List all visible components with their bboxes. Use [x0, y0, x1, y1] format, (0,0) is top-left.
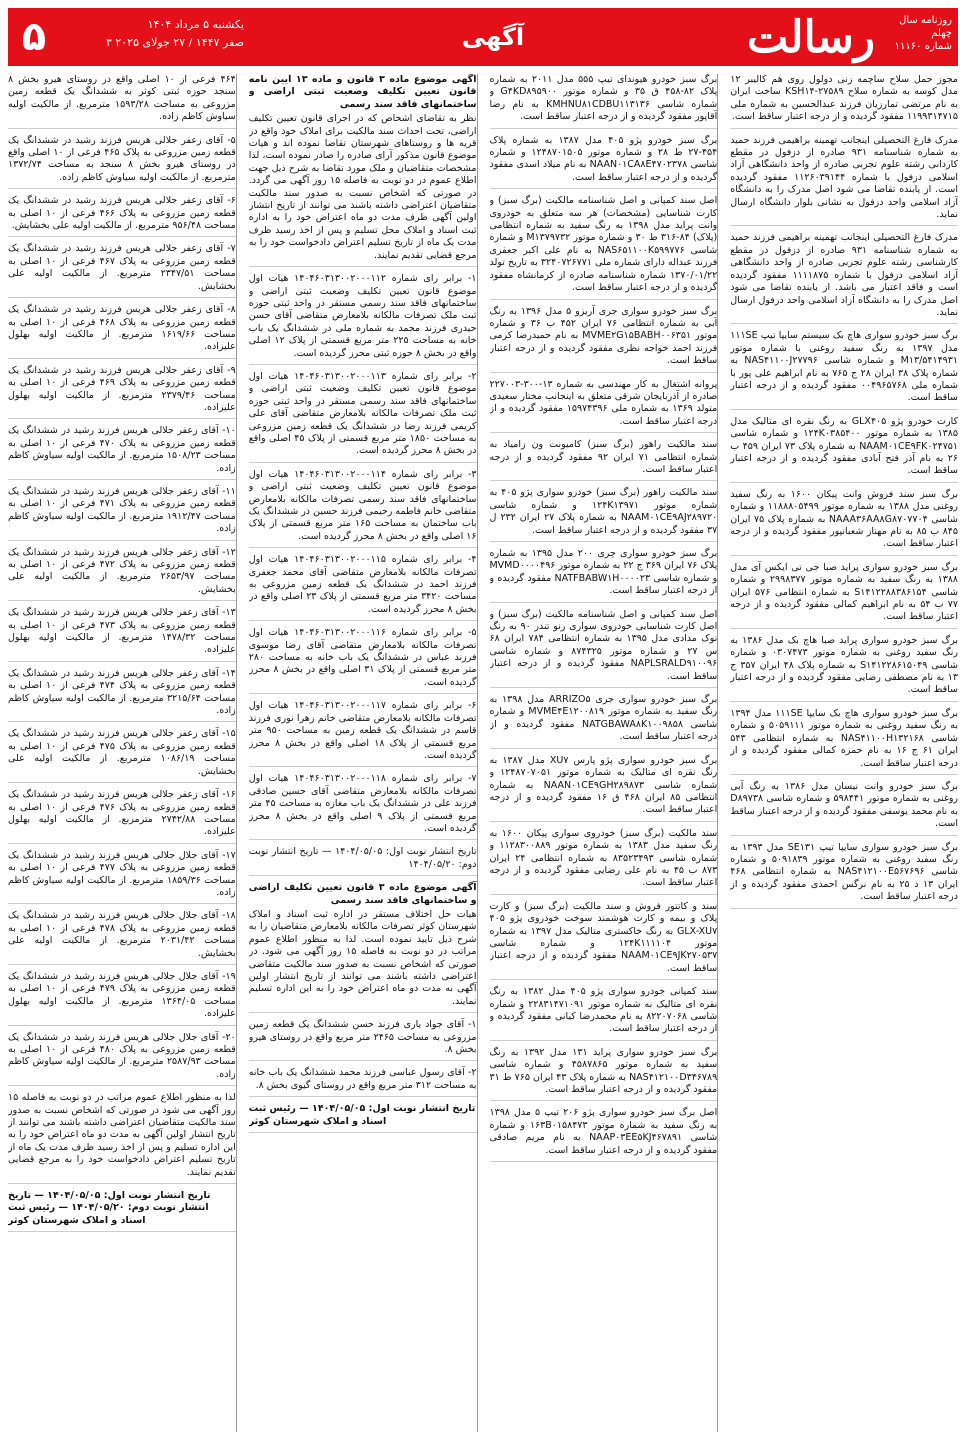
ad-text: ۱۲- آقای زعفر جلالی هریس فرزند رشید در ششدانگ یک قطعه زمین مزروعی به پلاک ۴۷۲ فرعی از ۱۰ اصلی به مساحت ۲۶۵۳/۹۷ مترمربع. از مالکیت اولیه علی بخشایش.: [8, 546, 236, 595]
page-number: ۵: [21, 14, 47, 60]
classified-ad: [730, 562, 958, 629]
ad-text: برگ سبز خودرو سواری پراید صبا جی تی ایکس آی مدل ۱۳۸۸ به رنگ سفید به شماره موتور ۲۹۹۸۳۷۷ و شماره شاسی S۱۴۱۲۲۸۸۳۸۶۱۵۴ به شماره انتظامی ۵۷۶ ایران ۷۷ ب ۵۴ به نام ابراهیم کمالی مفقود گردیده و از درجه اعتبار ساقط است.: [730, 561, 958, 623]
classified-ad: [249, 469, 477, 548]
classified-ad: [730, 781, 958, 836]
ad-text: ۱- آقای جواد یاری فرزند حسن ششدانگ یک قطعه زمین مزروعی به مساحت ۲۴۶۵ متر مربع واقع در روستای هیرو بخش ۸.: [248, 1019, 477, 1056]
classified-ad: [730, 135, 958, 227]
classified-ad: [249, 846, 477, 876]
ad-text: مدرک فارغ التحصیلی اینجانب تهمینه براهیمی فرزند حمید به شماره شناسنامه ۹۳۱ صادره از دزفول در مقطع کارشناسی رشته علوم تجربی صادره از واحد دانشگاهی آزاد اسلامی دزفول با شماره ۱۱۱۱۸۷۵ مفقود گردیده است و فاقد اعتبار می باشد. از یابنده تقاضا می شود اصل مدرک را به دانشگاه آزاد اسلامی واحد دزفول ارسال نماید.: [730, 232, 958, 318]
classified-ad: [730, 232, 958, 324]
ad-text: ۱۴- آقای زعفر جلالی هریس فرزند رشید در ششدانگ یک قطعه زمین مزروعی به پلاک ۴۷۴ فرعی از ۱۰ اصلی به مساحت ۳۲۱۵/۶۴ مترمربع. از مالکیت اولیه سیاوش کاظم زاده.: [8, 667, 236, 717]
ad-text: مدرک فارغ التحصیلی اینجانب تهمینه براهیمی فرزند حمید به شماره شناسنامه ۹۳۱ صادره از دزفول در مقطع کاردانی رشته علوم تجربی صادره از واحد دانشگاهی آزاد اسلامی دزفول با شماره ۱۱۲۶۰۳۹۱۴۴ مفقود گردیده است. از یابنده تقاضا می شود اصل مدرک را به دانشگاه آزاد اسلامی واحد دزفول به نشانی بلوار دانشگاه ارسال نماید.: [730, 134, 958, 221]
classified-ad: [249, 273, 477, 365]
page-header: [8, 8, 958, 66]
ad-text: ۲- برابر رای شماره ۱۴۰۴۶۰۳۱۳۰۰۲۰۰۰۱۱۳ هیات اول موضوع قانون تعیین تکلیف وضعیت ثبتی اراضی و ساختمانهای فاقد سند رسمی مستقر در واحد ثبتی حوزه ثبت ملک تصرفات مالکانه بلامعارض متقاضی آقای علی کریمی فرزند رضا در ششدانگ یک قطعه زمین مزروعی به مساحت ۱۸۵۰ متر مربع قسمتی از پلاک ۴۵ اصلی واقع در بخش ۸ محرز گردیده است.: [248, 370, 477, 457]
ad-text: برگ سبز خودرو سواری پراید صبا هاچ بک مدل ۱۳۸۶ به رنگ سفید روغنی به شماره موتور ۰۳۰۷۴۷۳ و شماره شاسی S۱۴۱۲۲۸۶۱۵۰۴۹ به شماره پلاک ۴۸ ایران ۳۵۷ ج ۱۳ به نام مصطفی رضایی مفقود گردیده و از درجه اعتبار ساقط است.: [730, 634, 958, 696]
ad-text: ۸- آقای زعفر جلالی هریس فرزند رشید در ششدانگ یک قطعه زمین مزروعی به پلاک ۴۶۸ فرعی از ۱۰ اصلی به مساحت ۱۶۱۹/۶۶ مترمربع. از مالکیت اولیه بهلول علیزاده.: [8, 304, 236, 353]
ad-text: سند کمپانی خودرو سواری پژو ۴۰۵ مدل ۱۳۸۲ به رنگ نقره ای متالیک به شماره موتور ۲۲۸۳۱۴۷۱۰۹۱ و شماره شاسی ۸۲۲۰۷۰۶۸ به نام محمدرضا کیانی مفقود گردیده و از درجه اعتبار ساقط است.: [489, 986, 718, 1035]
classified-ad: [730, 708, 958, 775]
ad-text: برگ سبز خودرو سواری هاچ بک سایپا ۱۱۱SE مدل ۱۳۹۴ به رنگ سفید روغنی به شماره موتور ۵۰۵۹۱۱۱ و شماره شاسی NAS۴۱۱۰۰H۱۳۲۱۶۸ به شماره انتظامی ۵۴۳ ایران ۶۱ ج ۱۶ به نام حمزه کمالی مفقود گردیده و از درجه اعتبار ساقط است.: [730, 707, 958, 769]
ad-text: اصل سند کمپانی و اصل شناسنامه مالکیت (برگ سبز) و اصل کارت شناسایی خودروی سواری رنو تندر ۹۰ به رنگ نوک مدادی مدل ۱۳۹۵ به شماره انتظامی ۷۸۴ ایران ۶۸ س ۲۷ و شماره موتور ۸۷۴۳۲۵ و شماره شاسی NAPLSRALD۹۱۰۰۹۶ مفقود گردیده و از درجه اعتبار ساقط است.: [489, 608, 718, 682]
ad-text: برگ سبز خودرو هیوندای تیپ ۵۵۵ مدل ۲۰۱۱ به شماره پلاک ۸۲-۴۵۸ ق ۳۵ و شماره موتور G۴KD۸۹۵۹۰۰ و شماره شاسی KMHNU۸۱CDBU۱۱۳۱۳۶ به نام رضا آقاپور مفقود گردیده و از درجه اعتبار ساقط است.: [489, 74, 718, 123]
classified-ad: [249, 882, 477, 1013]
classified-ad: [8, 668, 236, 723]
ad-text: ۹- آقای زعفر جلالی هریس فرزند رشید در ششدانگ یک قطعه زمین مزروعی به پلاک ۴۶۹ فرعی از ۱۰ اصلی به مساحت ۲۳۷۹/۴۶ مترمربع. از مالکیت اولیه بهلول علیزاده.: [8, 364, 236, 413]
classified-ad: [8, 135, 236, 190]
ad-text: برگ سبز خودرو سواری پراید ۱۳۱ مدل ۱۳۹۲ به رنگ سفید به شماره موتور ۴۵۸۷۸۶۵ و شماره شاسی NAS۴۱۲۱۰۰D۳۴۶۷۸۹ به شماره پلاک ۴۳ ایران ۷۶۵ ط ۳۱ مفقود گردیده و از درجه اعتبار ساقط است.: [489, 1046, 718, 1096]
classified-ad: [490, 901, 718, 980]
ad-text: برگ سبز خودرو سواری هاچ بک سیستم سایپا تیپ ۱۱۱SE مدل ۱۳۹۷ به رنگ سفید روغنی با شماره موتور M۱۳/۵۴۱۴۹۳۱ و شماره شاسی NAS۴۱۱۰۰J۲۷۷۹۶ به شماره پلاک ۳۸ ایران ۲۸ ج ۷۶۵ به نام ابراهیم علی پور با شماره ملی ۰۰۴۹۶۵۷۶۸ مفقود گردیده و از درجه اعتبار ساقط است.: [730, 330, 958, 404]
ad-text: هیات حل اختلاف مستقر در اداره ثبت اسناد و املاک شهرستان کوثر تصرفات مالکانه بلامعارض متقاضیان را به شرح ذیل تایید نموده است. لذا به منظور اطلاع عموم مراتب در دو نوبت به فاصله ۱۵ روز آگهی می شود. در صورتی که اشخاص نسبت به صدور سند مالکیت متقاضی اعتراضی داشته باشند می توانند از تاریخ انتشار اولین آگهی به مدت دو ماه اعتراض خود را به این اداره تسلیم نمایند.: [248, 908, 477, 1007]
ad-text: برگ سبز خودرو پژو ۴۰۵ مدل ۱۳۸۷ به شماره پلاک ۴۵۴-۲۷ ط ۲۸ و شماره موتور ۱۲۴۸۷۰۱۵۰۵ و شماره شاسی NAAN۰۱CA۸E۴۷۰۲۳۷۸ به نام میلاد اسدی مفقود گردیده و از درجه اعتبار ساقط است.: [489, 134, 718, 183]
section-title: آگهی: [461, 23, 525, 51]
classified-ad: [249, 1067, 477, 1097]
classified-ad: [730, 74, 958, 129]
column: [730, 74, 958, 1432]
classified-ad: [8, 365, 236, 420]
ad-text: ۱۹- آقای جلال جلالی هریس فرزند رشید در ششدانگ یک قطعه زمین مزروعی به پلاک ۴۷۹ فرعی از ۱۰ اصلی به مساحت ۱۳۶۴/۰۵ مترمربع. از مالکیت اولیه بهلول علیزاده.: [8, 970, 236, 1020]
ad-signature: تاریخ انتشار نوبت اول: ۱۴۰۴/۰۵/۰۵ — تاریخ انتشار نوبت دوم: ۱۴۰۴/۰۵/۲۰ — رئیس ثبت اسناد و املاک شهرستان کوثر: [8, 1190, 211, 1226]
ad-text: ۶- آقای زعفر جلالی هریس فرزند رشید در ششدانگ یک قطعه زمین مزروعی به پلاک ۴۶۶ فرعی از ۱۰ اصلی به مساحت ۹۵۶/۴۸ مترمربع. از مالکیت اولیه علی بخشایش.: [8, 195, 236, 232]
ad-text: ۱۸- آقای جلال جلالی هریس فرزند رشید در ششدانگ یک قطعه زمین مزروعی به پلاک ۴۷۸ فرعی از ۱۰ اصلی به مساحت ۲۰۳۱/۴۲ مترمربع. از مالکیت اولیه علی بخشایش.: [8, 910, 236, 959]
ad-text: ۶- برابر رای شماره ۱۴۰۴۶۰۳۱۳۰۰۲۰۰۰۱۱۷ هیات اول تصرفات مالکانه بلامعارض متقاضی خانم زهرا نوری فرزند قاسم در ششدانگ یک قطعه زمین به مساحت ۹۵۰ متر مربع قسمتی از پلاک ۱۸ اصلی واقع در بخش ۸ محرز گردیده است.: [248, 700, 477, 761]
ad-text: سند مالکیت راهور (برگ سبز) خودرو سواری پژو ۴۰۵ به شماره موتور ۱۲۴K۱۳۹۷۱ و شماره شاسی NAAM۰۱CE۹AJ۲۸۹۷۲۰ به شماره پلاک ۲۷ ایران ۲۳۲ ل ۳۷ مفقود گردیده و از درجه اعتبار ساقط است.: [489, 487, 718, 536]
classified-ad: [8, 607, 236, 662]
ad-text: ۲۰- آقای جلال جلالی هریس فرزند رشید در ششدانگ یک قطعه زمین مزروعی به پلاک ۴۸۰ فرعی از ۱۰ اصلی به مساحت ۲۵۸۷/۹۳ مترمربع. از مالکیت اولیه سیاوش کاظم زاده.: [8, 1031, 236, 1080]
classified-ad: [249, 700, 477, 767]
ad-text: ۱- برابر رای شماره ۱۴۰۴۶۰۳۱۳۰۰۲۰۰۰۱۱۲ هیات اول موضوع قانون تعیین تکلیف وضعیت ثبتی اراضی و ساختمانهای فاقد سند رسمی مستقر در واحد ثبتی حوزه ثبت ملک تصرفات مالکانه بلامعارض متقاضی آقای حسن حیدری فرزند محمد به شماره ملی در ششدانگ یک باب خانه به مساحت ۲۲۵ متر مربع قسمتی از پلاک ۱۲ اصلی واقع در بخش ۸ حوزه ثبتی محرز گردیده است.: [248, 273, 477, 359]
classified-ad: [490, 755, 718, 822]
classified-ad: [490, 828, 718, 895]
classified-ad: [490, 306, 718, 373]
ad-text: ۱۱- آقای زعفر جلالی هریس فرزند رشید در ششدانگ یک قطعه زمین مزروعی به پلاک ۴۷۱ فرعی از ۱۰ اصلی به مساحت ۱۹۱۲/۴۷ مترمربع. از مالکیت اولیه سیاوش کاظم زاده.: [8, 485, 236, 535]
classified-ad: [8, 547, 236, 602]
classified-ad: [249, 554, 477, 621]
ad-text: برگ سبز خودرو سواری پژو پارس XU۷ مدل ۱۳۸۷ به رنگ نقره ای متالیک به شماره موتور ۱۲۴۸۷۰۷۰۵۱ و شماره شاسی NAAN۰۱CE۹GH۲۸۹۸۷۳ به شماره انتظامی ۸۵ ایران ۴۶۸ ق ۱۶ مفقود گردیده و از درجه اعتبار ساقط است.: [489, 754, 718, 816]
classified-ad: [8, 1032, 236, 1087]
ad-text: ۱۷- آقای جلال جلالی هریس فرزند رشید در ششدانگ یک قطعه زمین مزروعی به پلاک ۴۷۷ فرعی از ۱۰ اصلی به مساحت ۱۸۵۹/۳۶ مترمربع. از مالکیت اولیه سیاوش کاظم زاده.: [8, 849, 236, 898]
classified-ad: [249, 74, 477, 267]
classified-ad: [8, 1092, 236, 1184]
ad-text: برگ سبز خودرو سواری جری ARRIZO۵ مدل ۱۳۹۸ به رنگ سفید به شماره موتور MVME۴E۱۲۰۰۸۱۹ و شماره شاسی NATGBAWA۸K۱۰۰۹۸۵۸ مفقود گردیده و از درجه اعتبار ساقط است.: [489, 694, 718, 743]
ad-columns: [8, 74, 958, 1432]
date-line-1: یکشنبه ۵ مرداد ۱۴۰۴: [147, 18, 244, 31]
classified-ad: [249, 1019, 477, 1061]
ad-text: ۱۶- آقای زعفر جلالی هریس فرزند رشید در ششدانگ یک قطعه زمین مزروعی به پلاک ۴۷۶ فرعی از ۱۰ اصلی به مساحت ۲۷۴۲/۸۸ مترمربع. از مالکیت اولیه بهلول علیزاده.: [8, 789, 236, 838]
ad-text: برگ سبز خودرو سواری چری ۲۰۰ مدل ۱۳۹۵ به شماره پلاک ۷۶ ایران ۳۶۹ ج ۲۲ به شماره موتور MVMD۰۰۰۰۴۹۶ و شماره شاسی NATFBABW۱H۰۰۰۰۲۳ مفقود گردیده و از درجه اعتبار ساقط است.: [489, 548, 718, 597]
classified-ad: [490, 986, 718, 1041]
classified-ad: [249, 1103, 477, 1133]
newspaper-logo: رسالت: [746, 11, 876, 63]
classified-ad: [730, 842, 958, 909]
ad-text: سند مالکیت (برگ سبز) خودروی سواری پیکان ۱۶۰۰ به رنگ سفید مدل ۱۳۸۳ به شماره موتور ۱۱۲۸۳۰۰۸۸۹ و شماره شاسی ۸۳۵۲۳۴۹۳ به شماره انتظامی ۲۴ ایران ۸۷۳ ب ۴۵ به نام علی رضایی مفقود گردیده و از درجه اعتبار ساقط است.: [489, 827, 718, 889]
classified-ad: [8, 486, 236, 541]
ad-text: ۷- آقای زعفر جلالی هریس فرزند رشید در ششدانگ یک قطعه زمین مزروعی به پلاک ۴۶۷ فرعی از ۱۰ اصلی به مساحت ۲۳۴۷/۵۱ مترمربع. از مالکیت اولیه علی بخشایش.: [8, 243, 236, 292]
classified-ad: [730, 489, 958, 556]
ad-title: آگهی موضوع ماده ۳ قانون تعیین تکلیف اراضی و ساختمانهای فاقد سند رسمی: [248, 882, 477, 906]
classified-ad: [490, 439, 718, 481]
ad-text: برگ سبز خودرو سواری جری آریزو ۵ مدل ۱۳۹۶ به رنگ آبی به شماره انتظامی ۷۶ ایران ۴۵۲ ب ۳۶ و شماره موتور MVME۲G۱۵BABH۰۰۶۳۵۱ به نام حمیدرضا کرمی فرزند احمد خواجه نظری مفقود گردیده و از درجه اعتبار ساقط است.: [489, 305, 718, 367]
classified-ad: [8, 1190, 236, 1232]
ad-text: ۱۵- آقای زعفر جلالی هریس فرزند رشید در ششدانگ یک قطعه زمین مزروعی به پلاک ۴۷۵ فرعی از ۱۰ اصلی به مساحت ۱۰۸۶/۱۹ مترمربع. از مالکیت اولیه علی بخشایش.: [8, 728, 236, 777]
column: [249, 74, 478, 1432]
classified-ad: [249, 773, 477, 840]
issue-date: [64, 16, 244, 52]
ad-text: ۵- آقای زعفر جلالی هریس فرزند رشید در ششدانگ یک قطعه زمین مزروعی به پلاک ۴۶۵ فرعی از ۱۰ اصلی واقع در روستای هیرو بخش ۸ سنجد به مساحت ۱۳۷۲/۷۴ مترمربع. از مالکیت اولیه سیاوش کاظم زاده.: [8, 134, 236, 183]
classified-ad: [8, 304, 236, 359]
classified-ad: [8, 425, 236, 480]
ad-text: ۴- برابر رای شماره ۱۴۰۴۶۰۳۱۳۰۰۲۰۰۰۱۱۵ هیات اول تصرفات مالکانه بلامعارض متقاضی آقای محمد جعفری فرزند احمد در ششدانگ یک قطعه زمین مزروعی به مساحت ۳۴۲۰ متر مربع قسمتی از پلاک ۲۳ اصلی واقع در بخش ۸ محرز گردیده است.: [248, 554, 477, 615]
ad-text: برگ سبز سند فروش وانت پیکان ۱۶۰۰ به رنگ سفید روغنی مدل ۱۳۸۸ به شماره موتور ۱۱۸۸۸۰۵۴۹۹ و شماره شاسی NAAA۳۶AA۸G۸۷۰۷۷۰۴ به شماره پلاک ۷۵ ایران ۸۴۵ ب ۸۵ به نام مهناز شعبانپور مفقود گردیده و از درجه اعتبار ساقط است.: [730, 488, 958, 550]
ad-text: تاریخ انتشار نوبت اول: ۱۴۰۴/۰۵/۰۵ — تاریخ انتشار نوبت دوم: ۱۴۰۴/۰۵/۲۰: [248, 846, 477, 870]
classified-ad: [490, 548, 718, 603]
ad-title: آگهی موضوع ماده ۳ قانون و ماده ۱۳ آیین نامه قانون تعیین تکلیف وضعیت ثبتی اراضی و ساختمانهای فاقد سند رسمی: [248, 74, 477, 110]
ad-text: ۱۰- آقای زعفر جلالی هریس فرزند رشید در ششدانگ یک قطعه زمین مزروعی به پلاک ۴۷۰ فرعی از ۱۰ اصلی به مساحت ۱۵۰۸/۲۳ مترمربع. از مالکیت اولیه سیاوش کاظم زاده.: [8, 425, 236, 474]
classified-ad: [490, 135, 718, 190]
ad-text: کارت خودرو پژو GLX۴۰۵ به رنگ نقره ای متالیک مدل ۱۳۸۵ به شماره موتور ۱۲۴K۰۳۸۵۴۰۰ و شماره شاسی NAAM۰۱CE۹FK۰۲۴۷۵۱ به شماره پلاک ۷۳ ایران ۴۵۹ ب ۲۶ به نام آذر فتح آبادی مفقود گردیده و از درجه اعتبار ساقط است.: [730, 415, 958, 477]
column: [490, 74, 719, 1432]
classified-ad: [490, 487, 718, 542]
classified-ad: [8, 850, 236, 905]
ad-text: لذا به منظور اطلاع عموم مراتب در دو نوبت به فاصله ۱۵ روز آگهی می شود در صورتی که اشخاص نسبت به صدور سند مالکیت متقاضیان اعتراضی داشته باشند می توانند از تاریخ انتشار اولین آگهی به مدت دو ماه اعتراض خود را به این اداره تسلیم و پس از اخذ رسید ظرف مدت یک ماه از تاریخ تسلیم اعتراض دادخواست خود را به مرجع قضایی تقدیم نمایند.: [8, 1092, 236, 1178]
classified-ad: [490, 379, 718, 434]
ad-text: برگ سبز خودرو سواری سایپا تیپ SE۱۳۱ مدل ۱۳۹۳ به رنگ سفید روغنی به شماره موتور ۵۰۹۱۸۳۹ و شماره شاسی NAS۴۱۲۱۰۰E۵۶۷۶۹۶ به شماره انتظامی ۴۶۸ ایران ۱۳ د ۲۵ به نام نرگس احمدی مفقود گردیده و از درجه اعتبار ساقط است.: [730, 841, 958, 903]
masthead: [890, 14, 952, 53]
classified-ad: [730, 416, 958, 483]
ad-text: سند مالکیت راهور (برگ سبز) کامیونت ون زامیاد به شماره انتظامی ۷۱ ایران ۹۲ مفقود گردیده و از درجه اعتبار ساقط است.: [489, 439, 718, 475]
classified-ad: [249, 371, 477, 463]
ad-text: ۷- برابر رای شماره ۱۴۰۴۶۰۳۱۳۰۰۲۰۰۰۱۱۸ هیات اول تصرفات مالکانه بلامعارض متقاضی آقای حسین صادقی فرزند علی در ششدانگ یک باب مغازه به مساحت ۴۵ متر مربع قسمتی از پلاک ۹ اصلی واقع در بخش ۸ محرز گردیده است.: [248, 773, 477, 834]
ad-signature: تاریخ انتشار نوبت اول: ۱۴۰۴/۰۵/۰۵ — رئیس ثبت اسناد و املاک شهرستان کوثر: [248, 1103, 476, 1127]
ad-text: ۵- برابر رای شماره ۱۴۰۴۶۰۳۱۳۰۰۲۰۰۰۱۱۶ هیات اول تصرفات مالکانه بلامعارض متقاضی آقای رضا موسوی فرزند عباس در ششدانگ یک باب خانه به مساحت ۲۸۰ متر مربع قسمتی از پلاک ۳۱ اصلی واقع در بخش ۸ محرز گردیده است.: [248, 627, 477, 688]
classified-ad: [730, 330, 958, 409]
classified-ad: [8, 243, 236, 298]
classified-ad: [8, 789, 236, 844]
ad-text: ۴۶۴ فرعی از ۱۰ اصلی واقع در روستای هیرو بخش ۸ سنجد حوزه ثبتی کوثر به ششدانگ یک قطعه زمین مزروعی به مساحت ۱۵۹۳/۲۸ مترمربع. از مالکیت اولیه سیاوش کاظم زاده.: [8, 74, 236, 123]
classified-ad: [490, 694, 718, 749]
classified-ad: [8, 195, 236, 237]
classified-ad: [8, 728, 236, 783]
ad-text: اصل سند کمپانی و اصل شناسنامه مالکیت (برگ سبز) و کارت شناسایی (مشخصات) هر سه متعلق به خودروی وانت پراید مدل ۱۳۹۸ به رنگ سفید به شماره انتظامی (پلاک) ۸۴-۳۱۶ ط ۳۰ و شماره موتور M۱۳۷۹۷۳۲ و شماره شاسی NAS۶۵۱۱۰۰K۵۹۹۷۷۶ به نام علی اکبر جعفری فرزند عبداله دارای شماره ملی ۳۲۴۰۷۲۶۷۷۱ به تاریخ تولد ۱۳۷۰/۰۱/۲۲ شماره شناسنامه صادره از کرمانشاه مفقود گردیده و از درجه اعتبار ساقط است.: [489, 195, 718, 294]
masthead-line-1: روزنامه سال چهلم: [899, 15, 952, 39]
classified-ad: [490, 1107, 718, 1162]
ad-text: مجوز حمل سلاح ساچمه زنی دولول روی هم کالیبر ۱۲ مدل کوسه به شماره سلاح ۲۷۵۸۹-KSH۱۴ ساخت ایران به نام مرتضی تمارزیان فرزند عبدالحسین به شماره ملی ۱۱۹۹۳۱۴۷۱۵ مفقود گردیده و از درجه اعتبار ساقط است.: [730, 74, 958, 123]
ad-text: سند و کاتتور فروش و سند مالکیت (برگ سبز) و کارت پلاک و بیمه و کارت هوشمند سوخت خودروی پژو ۴۰۵ GLX-XU۷ به رنگ خاکستری متالیک مدل ۱۳۹۷ به شماره موتور ۱۲۴K۱۱۱۱۰۴ و شماره شاسی NAAM۰۱CE۹JK۲۷۰۵۳۷ مفقود گردیده و از درجه اعتبار ساقط است.: [489, 900, 718, 974]
classified-ad: [8, 74, 236, 129]
classified-ad: [490, 609, 718, 688]
classified-ad: [8, 971, 236, 1026]
column: [8, 74, 237, 1432]
classified-ad: [490, 74, 718, 129]
classified-ad: [8, 910, 236, 965]
ad-text: ۲- آقای رسول عباسی فرزند محمد ششدانگ یک باب خانه به مساحت ۳۱۲ متر مربع واقع در روستای گیوی بخش ۸.: [248, 1067, 477, 1091]
ad-text: نظر به تقاضای اشخاص که در اجرای قانون تعیین تکلیف اراضی، تحت احداث سند مالکیت برای املاک خود واقع در قریه ها و روستاهای شهرستان تقاضا نموده اند و هیات موضوع قانون مذکور آرای صادره را صادر نموده است، لذا مشخصات متقاضیان و ملک مورد تقاضا به شرح ذیل جهت اطلاع عموم در دو نوبت به فاصله ۱۵ روز آگهی می گردد. در صورتی که اشخاص نسبت به صدور سند مالکیت متقاضیان اعتراضی داشته باشند می توانند از تاریخ انتشار اولین آگهی ظرف مدت دو ماه اعتراض خود را به اداره ثبت اسناد و املاک محل تسلیم و پس از اخذ رسید ظرف مدت یک ماه از تاریخ تسلیم اعتراض دادخواست خود را به مرجع قضایی تقدیم نمایند.: [248, 113, 477, 261]
ad-text: ۳- برابر رای شماره ۱۴۰۴۶۰۳۱۳۰۰۲۰۰۰۱۱۴ هیات اول موضوع قانون تعیین تکلیف وضعیت ثبتی اراضی و ساختمانهای فاقد سند رسمی تصرفات مالکانه بلامعارض متقاضی خانم فاطمه رحیمی فرزند حسین در ششدانگ یک باب ساختمان به مساحت ۱۶۵ متر مربع قسمتی از پلاک ۱۶ اصلی واقع در بخش ۸ محرز گردیده است.: [248, 468, 477, 542]
classified-ad: [730, 635, 958, 702]
date-line-2: ۳ صفر ۱۴۴۷ / ۲۷ جولای ۲۰۲۵: [105, 36, 244, 49]
ad-text: پروانه اشتغال به کار مهندسی به شماره ۱۳-۳۰۰-۲۲۷۰۰۳ صادره از آذربایجان شرقی متعلق به اینجانب مختار سعیدی متولد ۱۳۶۹ به شماره ملی ۱۵۹۷۴۳۹۶ مفقود گردیده و از درجه اعتبار ساقط است.: [489, 378, 718, 427]
ad-text: ۱۳- آقای زعفر جلالی هریس فرزند رشید در ششدانگ یک قطعه زمین مزروعی به پلاک ۴۷۳ فرعی از ۱۰ اصلی به مساحت ۱۴۷۸/۳۲ مترمربع. از مالکیت اولیه بهلول علیزاده.: [8, 607, 236, 656]
ad-text: برگ سبز خودرو وانت نیسان مدل ۱۳۸۶ به رنگ آبی روغنی به شماره موتور ۵۹۸۴۴۱ و شماره شاسی D۸۹۷۳۸ به نام محمد یوسفی مفقود گردیده و از درجه اعتبار ساقط است.: [730, 780, 958, 830]
classified-ad: [490, 1047, 718, 1102]
classified-ad: [490, 195, 718, 299]
ad-text: اصل برگ سبز خودرو سواری پژو ۲۰۶ تیپ ۵ مدل ۱۳۹۸ به رنگ سفید به شماره موتور ۱۶۳B۰۱۵۸۴۷۳ و شماره شاسی NAAP۰۳EE۵KJ۴۶۷۸۹۱ به نام مریم صادقی مفقود گردیده و از درجه اعتبار ساقط است.: [489, 1107, 718, 1156]
masthead-line-2: شماره ۱۱۱۶۰: [894, 41, 952, 52]
classified-ad: [249, 627, 477, 694]
